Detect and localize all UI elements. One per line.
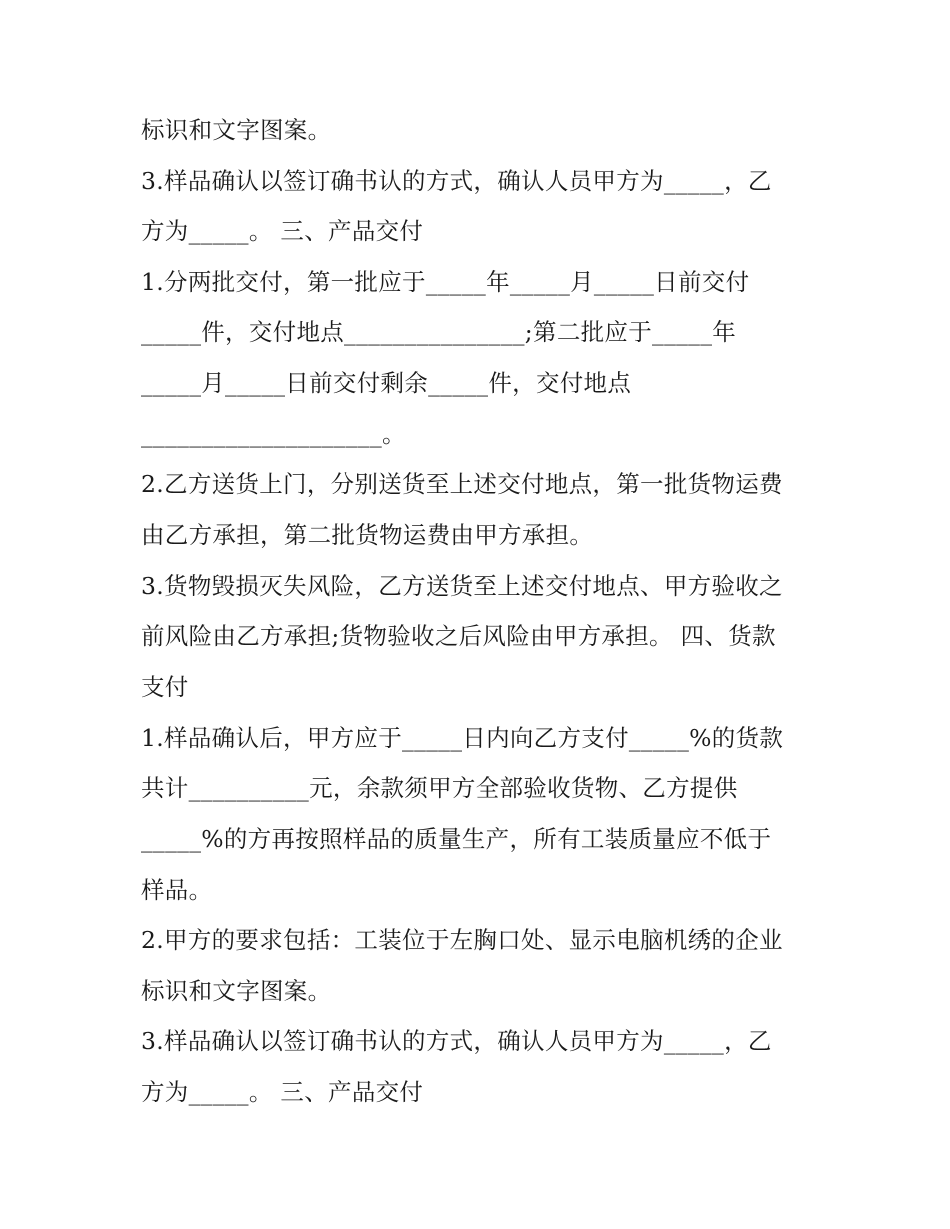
text-line: _____月_____日前交付剩余_____件，交付地点 bbox=[141, 369, 632, 397]
text-line: 前风险由乙方承担;货物验收之后风险由甲方承担。 四、货款 bbox=[141, 622, 776, 650]
text-line: 方为_____。 三、产品交付 bbox=[141, 1078, 424, 1106]
text-line: 方为_____。 三、产品交付 bbox=[141, 217, 424, 245]
text-line: ____________________。 bbox=[141, 420, 406, 448]
text-line: 2.甲方的要求包括：工装位于左胸口处、显示电脑机绣的企业 bbox=[141, 926, 783, 954]
text-line: 2.乙方送货上门，分别送货至上述交付地点，第一批货物运费 bbox=[141, 470, 783, 498]
text-line: 1.样品确认后，甲方应于_____日内向乙方支付_____%的货款 bbox=[141, 724, 784, 752]
text-line: 3.货物毁损灭失风险，乙方送货至上述交付地点、甲方验收之 bbox=[141, 572, 783, 600]
text-line: _____%的方再按照样品的质量生产，所有工装质量应不低于 bbox=[141, 825, 772, 853]
text-line: 标识和文字图案。 bbox=[141, 116, 332, 144]
text-line: 标识和文字图案。 bbox=[141, 977, 332, 1005]
text-line: 由乙方承担，第二批货物运费由甲方承担。 bbox=[141, 521, 594, 549]
text-line: 3.样品确认以签订确书认的方式，确认人员甲方为_____，乙 bbox=[141, 1027, 772, 1055]
text-line: 3.样品确认以签订确书认的方式，确认人员甲方为_____，乙 bbox=[141, 167, 772, 195]
text-line: 1.分两批交付，第一批应于_____年_____月_____日前交付 bbox=[141, 268, 750, 296]
text-line: 共计__________元，余款须甲方全部验收货物、乙方提供 bbox=[141, 774, 738, 802]
text-line: 样品。 bbox=[141, 876, 213, 904]
text-line: _____件，交付地点_______________;第二批应于_____年 bbox=[141, 318, 737, 346]
text-line: 支付 bbox=[141, 673, 189, 701]
